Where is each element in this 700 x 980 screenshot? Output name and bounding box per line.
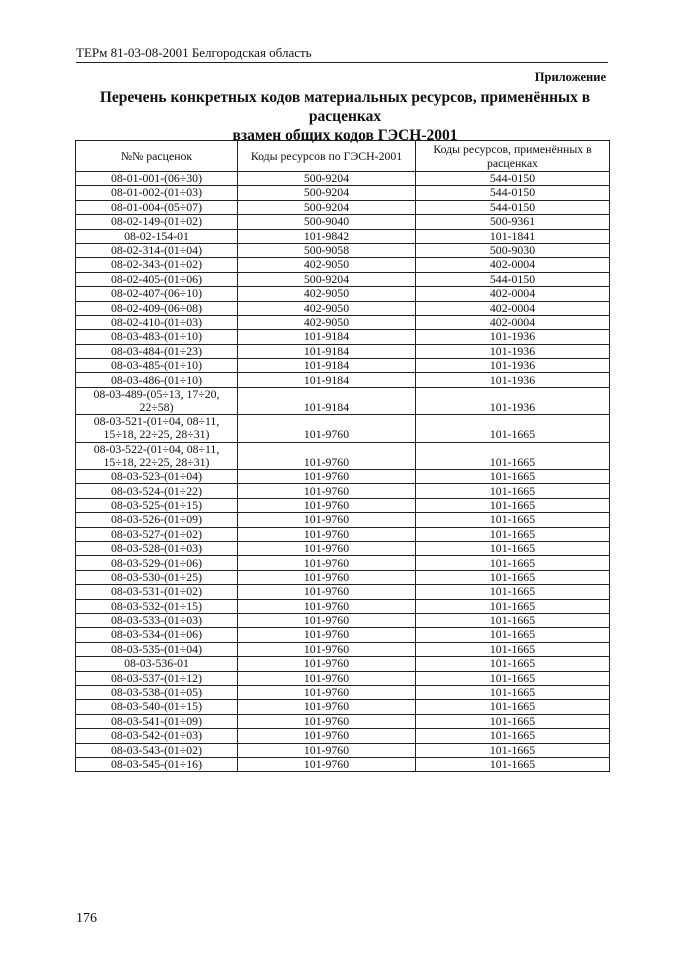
cell-gesn-code: 402-9050 [238, 315, 416, 329]
cell-applied-code: 101-1665 [416, 685, 610, 699]
cell-rate-number: 08-01-004-(05÷07) [76, 200, 238, 214]
table-header-row [76, 141, 610, 172]
cell-applied-code: 402-0004 [416, 315, 610, 329]
cell-gesn-code: 500-9040 [238, 215, 416, 229]
cell-applied-code: 101-1665 [416, 700, 610, 714]
cell-applied-code: 101-1665 [416, 556, 610, 570]
cell-gesn-code: 101-9760 [238, 570, 416, 584]
cell-rate-number: 08-02-410-(01÷03) [76, 315, 238, 329]
cell-gesn-code: 500-9204 [238, 272, 416, 286]
cell-applied-code: 101-1665 [416, 743, 610, 757]
cell-gesn-code: 101-9760 [238, 613, 416, 627]
cell-applied-code: 544-0150 [416, 272, 610, 286]
cell-rate-number: 08-02-409-(06÷08) [76, 301, 238, 315]
table-row [76, 200, 610, 214]
cell-applied-code: 101-1665 [416, 628, 610, 642]
table-row [76, 442, 610, 469]
table-row [76, 186, 610, 200]
cell-gesn-code: 101-9760 [238, 415, 416, 442]
cell-rate-number: 08-03-545-(01÷16) [76, 757, 238, 771]
running-header: ТЕРм 81-03-08-2001 Белгородская область [76, 45, 312, 60]
cell-rate-number: 08-03-526-(01÷09) [76, 513, 238, 527]
cell-gesn-code: 101-9760 [238, 628, 416, 642]
cell-rate-number: 08-03-523-(01÷04) [76, 470, 238, 484]
cell-applied-code: 101-1936 [416, 373, 610, 387]
cell-gesn-code: 101-9760 [238, 527, 416, 541]
cell-rate-number: 08-03-530-(01÷25) [76, 570, 238, 584]
table-row [76, 484, 610, 498]
cell-applied-code: 101-1665 [416, 484, 610, 498]
appendix-label: Приложение [534, 70, 606, 84]
cell-applied-code: 101-1665 [416, 757, 610, 771]
cell-rate-number: 08-03-540-(01÷15) [76, 700, 238, 714]
cell-applied-code: 101-1665 [416, 513, 610, 527]
cell-gesn-code: 101-9760 [238, 700, 416, 714]
table-row [76, 287, 610, 301]
table-row [76, 513, 610, 527]
cell-applied-code: 101-1665 [416, 613, 610, 627]
cell-gesn-code: 101-9760 [238, 542, 416, 556]
cell-rate-number: 08-02-149-(01÷02) [76, 215, 238, 229]
cell-applied-code: 101-1936 [416, 344, 610, 358]
table-row [76, 556, 610, 570]
column-header-applied-codes: Коды ресурсов, применённых в расценках [416, 141, 610, 172]
cell-rate-number: 08-03-483-(01÷10) [76, 330, 238, 344]
cell-applied-code: 101-1665 [416, 415, 610, 442]
cell-rate-number: 08-03-538-(01÷05) [76, 685, 238, 699]
cell-rate-number: 08-03-484-(01÷23) [76, 344, 238, 358]
table-row [76, 272, 610, 286]
cell-gesn-code: 101-9760 [238, 556, 416, 570]
cell-gesn-code: 101-9760 [238, 442, 416, 469]
table-row [76, 671, 610, 685]
table-row [76, 714, 610, 728]
table-body [76, 172, 610, 772]
cell-rate-number: 08-03-529-(01÷06) [76, 556, 238, 570]
table-row [76, 498, 610, 512]
table-row [76, 215, 610, 229]
table-row [76, 373, 610, 387]
table-row [76, 470, 610, 484]
cell-applied-code: 101-1841 [416, 229, 610, 243]
cell-gesn-code: 101-9760 [238, 585, 416, 599]
cell-gesn-code: 101-9184 [238, 344, 416, 358]
table-row [76, 243, 610, 257]
cell-applied-code: 402-0004 [416, 301, 610, 315]
cell-applied-code: 101-1665 [416, 442, 610, 469]
table-row [76, 729, 610, 743]
cell-rate-number: 08-03-532-(01÷15) [76, 599, 238, 613]
cell-applied-code: 402-0004 [416, 287, 610, 301]
cell-gesn-code: 101-9760 [238, 599, 416, 613]
table-row [76, 387, 610, 414]
cell-gesn-code: 101-9760 [238, 671, 416, 685]
cell-gesn-code: 101-9760 [238, 729, 416, 743]
cell-rate-number: 08-03-524-(01÷22) [76, 484, 238, 498]
cell-gesn-code: 101-9760 [238, 470, 416, 484]
cell-rate-number: 08-03-534-(01÷06) [76, 628, 238, 642]
cell-rate-number: 08-02-154-01 [76, 229, 238, 243]
cell-gesn-code: 101-9760 [238, 498, 416, 512]
table-row [76, 542, 610, 556]
cell-rate-number: 08-03-536-01 [76, 657, 238, 671]
cell-rate-number: 08-02-407-(06÷10) [76, 287, 238, 301]
cell-applied-code: 101-1665 [416, 657, 610, 671]
cell-applied-code: 101-1665 [416, 570, 610, 584]
cell-rate-number: 08-03-522-(01÷04, 08÷11, 15÷18, 22÷25, 28÷31) [76, 442, 238, 469]
cell-gesn-code: 402-9050 [238, 258, 416, 272]
codes-table [75, 140, 610, 772]
table-row [76, 757, 610, 771]
cell-rate-number: 08-03-542-(01÷03) [76, 729, 238, 743]
document-title-line-1: Перечень конкретных кодов материальных ресурсов, применённых в расценках [99, 89, 591, 125]
cell-gesn-code: 500-9204 [238, 200, 416, 214]
table-row [76, 415, 610, 442]
table-row [76, 585, 610, 599]
table-row [76, 330, 610, 344]
table-row [76, 599, 610, 613]
table-row [76, 628, 610, 642]
cell-applied-code: 101-1665 [416, 542, 610, 556]
cell-applied-code: 544-0150 [416, 186, 610, 200]
cell-gesn-code: 101-9760 [238, 757, 416, 771]
cell-rate-number: 08-03-527-(01÷02) [76, 527, 238, 541]
cell-rate-number: 08-03-489-(05÷13, 17÷20, 22÷58) [76, 387, 238, 414]
cell-applied-code: 500-9030 [416, 243, 610, 257]
cell-gesn-code: 101-9184 [238, 330, 416, 344]
document-title [70, 88, 620, 145]
cell-gesn-code: 101-9184 [238, 387, 416, 414]
cell-rate-number: 08-03-486-(01÷10) [76, 373, 238, 387]
cell-rate-number: 08-03-537-(01÷12) [76, 671, 238, 685]
cell-rate-number: 08-03-531-(01÷02) [76, 585, 238, 599]
column-header-rate-numbers: №№ расценок [76, 141, 238, 172]
cell-gesn-code: 101-9760 [238, 657, 416, 671]
cell-gesn-code: 500-9058 [238, 243, 416, 257]
cell-rate-number: 08-01-001-(06÷30) [76, 172, 238, 186]
cell-rate-number: 08-02-314-(01÷04) [76, 243, 238, 257]
page-number: 176 [76, 911, 97, 926]
cell-rate-number: 08-01-002-(01÷03) [76, 186, 238, 200]
cell-rate-number: 08-03-525-(01÷15) [76, 498, 238, 512]
cell-gesn-code: 101-9760 [238, 484, 416, 498]
cell-applied-code: 500-9361 [416, 215, 610, 229]
table-row [76, 657, 610, 671]
cell-gesn-code: 402-9050 [238, 287, 416, 301]
cell-applied-code: 101-1665 [416, 599, 610, 613]
table-row [76, 344, 610, 358]
cell-gesn-code: 101-9760 [238, 513, 416, 527]
table-row [76, 685, 610, 699]
cell-applied-code: 402-0004 [416, 258, 610, 272]
cell-gesn-code: 500-9204 [238, 186, 416, 200]
cell-rate-number: 08-03-521-(01÷04, 08÷11, 15÷18, 22÷25, 28÷31) [76, 415, 238, 442]
cell-applied-code: 101-1665 [416, 671, 610, 685]
cell-rate-number: 08-03-533-(01÷03) [76, 613, 238, 627]
table-row [76, 301, 610, 315]
cell-gesn-code: 101-9760 [238, 685, 416, 699]
cell-applied-code: 101-1665 [416, 527, 610, 541]
column-header-gesn-codes: Коды ресурсов по ГЭСН-2001 [238, 141, 416, 172]
document-title-line-2: взамен общих кодов ГЭСН-2001 [232, 127, 458, 144]
cell-applied-code: 101-1936 [416, 330, 610, 344]
table-row [76, 642, 610, 656]
cell-applied-code: 101-1665 [416, 729, 610, 743]
table-row [76, 229, 610, 243]
cell-rate-number: 08-02-343-(01÷02) [76, 258, 238, 272]
table-row [76, 258, 610, 272]
table-row [76, 359, 610, 373]
cell-gesn-code: 101-9842 [238, 229, 416, 243]
cell-applied-code: 101-1936 [416, 359, 610, 373]
cell-rate-number: 08-03-543-(01÷02) [76, 743, 238, 757]
cell-applied-code: 101-1665 [416, 470, 610, 484]
table-row [76, 315, 610, 329]
cell-rate-number: 08-02-405-(01÷06) [76, 272, 238, 286]
cell-gesn-code: 101-9760 [238, 743, 416, 757]
cell-gesn-code: 101-9184 [238, 359, 416, 373]
cell-gesn-code: 101-9760 [238, 714, 416, 728]
cell-rate-number: 08-03-485-(01÷10) [76, 359, 238, 373]
cell-applied-code: 101-1665 [416, 642, 610, 656]
cell-gesn-code: 500-9204 [238, 172, 416, 186]
table-row [76, 743, 610, 757]
table-row [76, 613, 610, 627]
table-row [76, 570, 610, 584]
cell-applied-code: 544-0150 [416, 172, 610, 186]
cell-rate-number: 08-03-535-(01÷04) [76, 642, 238, 656]
table-row [76, 172, 610, 186]
cell-rate-number: 08-03-528-(01÷03) [76, 542, 238, 556]
header-rule [76, 62, 608, 63]
cell-applied-code: 101-1665 [416, 714, 610, 728]
cell-applied-code: 101-1665 [416, 585, 610, 599]
cell-rate-number: 08-03-541-(01÷09) [76, 714, 238, 728]
cell-applied-code: 544-0150 [416, 200, 610, 214]
cell-gesn-code: 101-9760 [238, 642, 416, 656]
table-row [76, 527, 610, 541]
cell-applied-code: 101-1936 [416, 387, 610, 414]
cell-gesn-code: 101-9184 [238, 373, 416, 387]
cell-gesn-code: 402-9050 [238, 301, 416, 315]
cell-applied-code: 101-1665 [416, 498, 610, 512]
table-row [76, 700, 610, 714]
